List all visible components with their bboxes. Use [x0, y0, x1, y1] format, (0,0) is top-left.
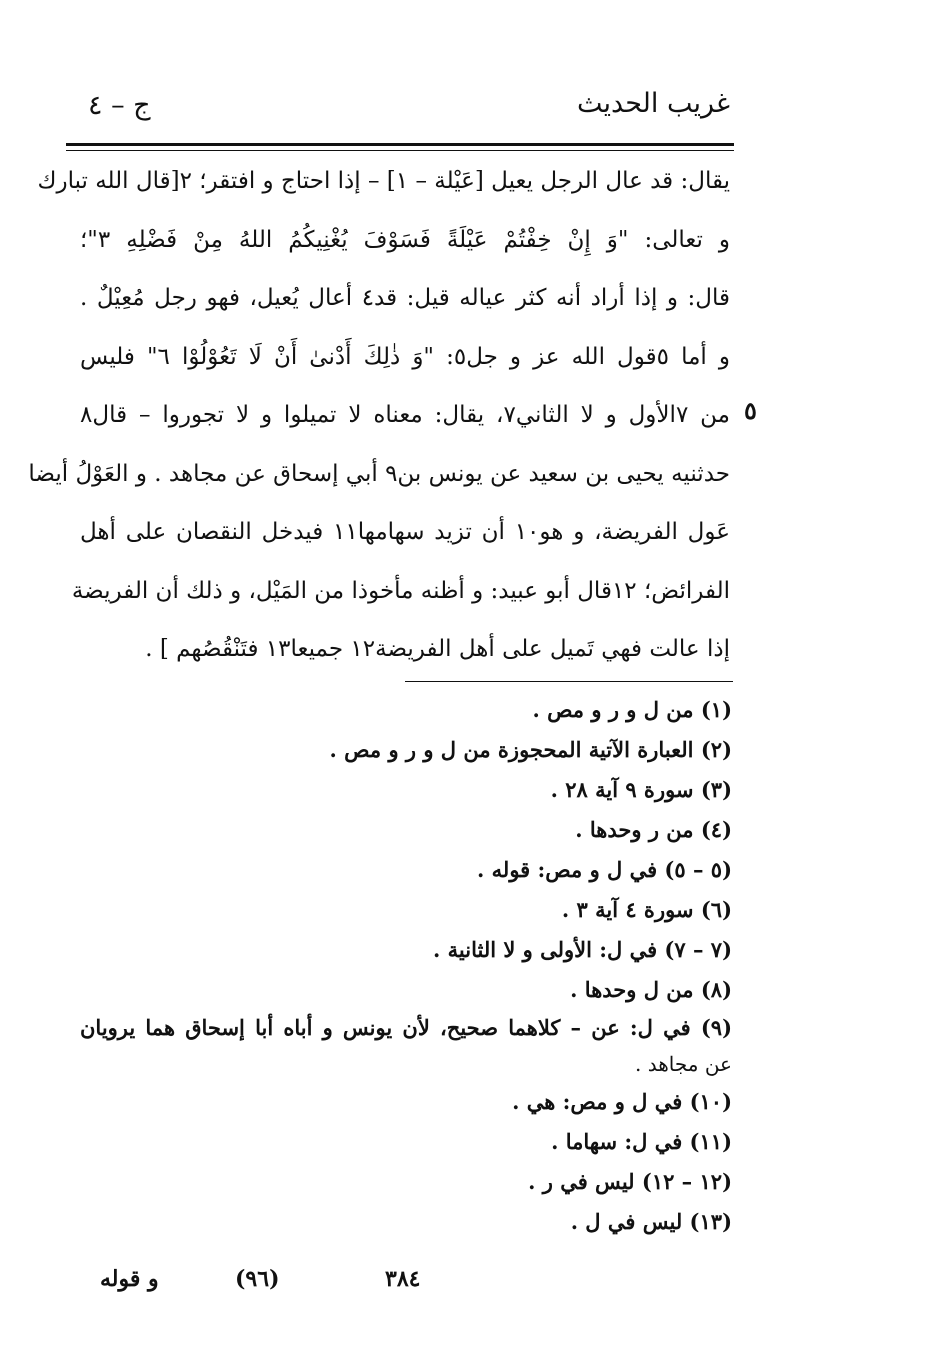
- text-line: إذا عالت فهي تَميل على أهل الفريضة١٢ جميعا١٣ فتَنْقُصُهم ] .: [145, 636, 730, 662]
- text-line: قال: و إذا أراد أنه كثر عياله قيل: قد٤ أعال يُعيل، فهو رجل مُعِيْلٌ .: [80, 285, 730, 311]
- footnote-continuation: عن مجاهد .: [635, 1052, 732, 1076]
- line-number-marker: ٥: [744, 396, 757, 425]
- footnote: (١٢ – ١٢) ليس في ر .: [528, 1169, 732, 1194]
- catchword: و قوله: [100, 1266, 159, 1292]
- main-text: [28, 152, 731, 679]
- footnote: (٦) سورة ٤ آية ٣ .: [561, 897, 732, 922]
- footnote: (١) من ل و ر و مص .: [532, 697, 732, 722]
- footnote: (٩) في ل: عن – كلاهما صحيح، لأن يونس و أباه أبا إسحاق هما يرويان: [80, 1015, 732, 1040]
- footnote: (١٣) ليس في ل .: [570, 1209, 732, 1234]
- footnote: (٧ – ٧) في ل: الأولى و لا الثانية .: [433, 937, 732, 962]
- manuscript-page: (٩٦): [235, 1266, 280, 1292]
- footnote: (١٠) في ل و مص: هي .: [512, 1089, 732, 1114]
- running-title: غريب الحديث: [577, 88, 730, 119]
- text-line: من ٧الأول و لا الثاني٧، يقال: معناه لا تميلوا و لا تجوروا – قال٨: [80, 402, 731, 428]
- footnote: (٢) العبارة الآتية المحجوزة من ل و ر و مص .: [329, 737, 732, 762]
- footnote: (٥ – ٥) في ل و مص: قوله .: [477, 857, 732, 882]
- footnote: (٤) من ر وحدها .: [575, 817, 732, 842]
- text-line: حدثنيه يحيى بن سعيد عن يونس بن٩ أبي إسحاق عن مجاهد . و العَوْلُ أيضا: [28, 460, 730, 487]
- footnote: (١١) في ل: سهاما .: [551, 1129, 732, 1154]
- text-line: الفرائض؛ ١٢قال أبو عبيد: و أظنه مأخوذا من المَيْل، و ذلك أن الفريضة: [71, 577, 730, 604]
- text-line: و تعالى: "وَ إِنْ خِفْتُمْ عَيْلَةً فَسَوْفَ يُغْنِيكُمُ اللهُ مِنْ فَضْلِهِ ٣"؛: [80, 226, 730, 253]
- footnote-separator: [405, 681, 733, 682]
- footnotes: [80, 690, 732, 1242]
- text-line: يقال: قد عال الرجل يعيل [عَيْلة – ١] – إذا احتاج و افتقر؛ ٢[قال الله تبارك: [37, 168, 730, 194]
- page-footer: [0, 1266, 944, 1306]
- header-rule-thin: [66, 150, 734, 151]
- volume-indicator: ج – ٤: [88, 90, 151, 121]
- text-line: و أما ٥قول الله عز و جل٥: "وَ ذٰلِكَ أَدْنىٰ أَنْ لَا تَعُوْلُوْا ٦" فليس: [80, 343, 730, 370]
- page-number: ٣٨٤: [385, 1266, 421, 1292]
- footnote: (٣) سورة ٩ آية ٢٨ .: [550, 777, 732, 802]
- footnote: (٨) من ل وحدها .: [570, 977, 732, 1002]
- header-rule-thick: [66, 143, 734, 146]
- text-line: عَول الفريضة، و هو١٠ أن تزيد سهامها١١ فيدخل النقصان على أهل: [80, 519, 730, 545]
